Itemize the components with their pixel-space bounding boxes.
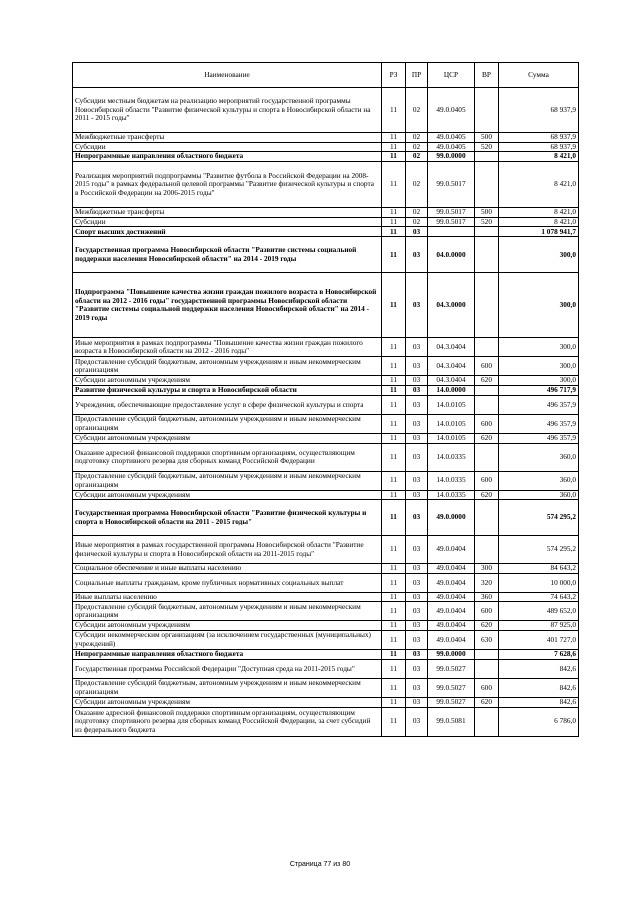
table-row xyxy=(73,208,579,218)
cell-csr: 49.0.0000 xyxy=(428,500,475,536)
cell-name: Государственная программа Новосибирской области "Развитие физической культуры и спорта в Новосибирской области на 2011 - 2015 годы" xyxy=(73,500,382,536)
cell-pr: 03 xyxy=(406,490,428,500)
table-row xyxy=(73,490,579,500)
cell-name: Государственная программа Российской Федерации "Доступная среда на 2011-2015 годы" xyxy=(73,660,382,679)
cell-pr: 03 xyxy=(406,237,428,273)
cell-csr: 49.0.0404 xyxy=(428,621,475,631)
cell-csr: 14.0.0335 xyxy=(428,490,475,500)
cell-sum: 300,0 xyxy=(499,376,579,386)
cell-rz: 11 xyxy=(382,386,406,396)
cell-pr: 03 xyxy=(406,415,428,434)
cell-name: Субсидии xyxy=(73,217,382,227)
cell-name: Государственная программа Новосибирской области "Развитие системы социальной поддержки населения Новосибирской области" на 2014 - 2019 годы xyxy=(73,237,382,273)
cell-pr: 02 xyxy=(406,208,428,218)
table-header-row xyxy=(73,63,579,88)
cell-rz: 11 xyxy=(382,88,406,133)
cell-sum: 74 643,2 xyxy=(499,592,579,602)
header-pr: ПР xyxy=(406,63,428,88)
cell-sum: 574 295,2 xyxy=(499,536,579,564)
cell-rz: 11 xyxy=(382,133,406,143)
cell-rz: 11 xyxy=(382,415,406,434)
cell-csr: 49.0.0405 xyxy=(428,142,475,152)
cell-pr: 02 xyxy=(406,142,428,152)
cell-name: Предоставление субсидий бюджетным, автономным учреждениям и иным некоммерческим организациям xyxy=(73,471,382,490)
cell-pr: 03 xyxy=(406,338,428,357)
cell-vr: 620 xyxy=(475,490,499,500)
cell-rz: 11 xyxy=(382,152,406,162)
cell-vr xyxy=(475,338,499,357)
cell-rz: 11 xyxy=(382,237,406,273)
cell-csr: 99.0.5027 xyxy=(428,679,475,698)
table-row xyxy=(73,237,579,273)
table-row xyxy=(73,573,579,592)
cell-rz: 11 xyxy=(382,217,406,227)
cell-vr xyxy=(475,227,499,237)
table-row xyxy=(73,660,579,679)
cell-sum: 1 078 941,7 xyxy=(499,227,579,237)
cell-name: Субсидии местным бюджетам на реализацию мероприятий государственной программы Новосибирской области "Развитие физической культуры и спорта в Новосибирской области на 2011 - 2015 годы" xyxy=(73,88,382,133)
cell-csr: 99.0.5017 xyxy=(428,217,475,227)
cell-pr: 03 xyxy=(406,273,428,338)
table-row xyxy=(73,602,579,621)
cell-sum: 6 786,0 xyxy=(499,707,579,736)
cell-pr: 03 xyxy=(406,386,428,396)
table-row xyxy=(73,162,579,208)
cell-rz: 11 xyxy=(382,443,406,471)
cell-pr: 03 xyxy=(406,396,428,415)
cell-vr xyxy=(475,88,499,133)
cell-csr: 04.3.0404 xyxy=(428,357,475,376)
table-row xyxy=(73,536,579,564)
table-row xyxy=(73,338,579,357)
cell-name: Социальное обеспечение и иные выплаты населению xyxy=(73,564,382,574)
cell-csr: 99.0.5017 xyxy=(428,208,475,218)
cell-pr: 03 xyxy=(406,434,428,444)
table-row xyxy=(73,415,579,434)
header-sum: Сумма xyxy=(499,63,579,88)
cell-rz: 11 xyxy=(382,273,406,338)
cell-name: Предоставление субсидий бюджетным, автономным учреждениям и иным некоммерческим организациям xyxy=(73,679,382,698)
cell-name: Субсидии некоммерческим организациям (за исключением государственных (муниципальных) учреждений) xyxy=(73,631,382,650)
cell-sum: 87 925,0 xyxy=(499,621,579,631)
cell-csr: 49.0.0404 xyxy=(428,564,475,574)
cell-name: Подпрограмма "Повышение качества жизни граждан пожилого возраста в Новосибирской области на 2012 - 2016 годы" государственной программы Новосибирской области "Развитие системы социальной поддержки населения Новосибирской области" на 2014 - 2019 годы xyxy=(73,273,382,338)
cell-vr xyxy=(475,650,499,660)
cell-vr: 620 xyxy=(475,621,499,631)
cell-rz: 11 xyxy=(382,471,406,490)
cell-sum: 489 652,0 xyxy=(499,602,579,621)
cell-csr: 49.0.0404 xyxy=(428,536,475,564)
cell-name: Субсидии автономным учреждениям xyxy=(73,434,382,444)
table-row xyxy=(73,500,579,536)
cell-vr xyxy=(475,707,499,736)
cell-name: Межбюджетные трансферты xyxy=(73,208,382,218)
cell-pr: 03 xyxy=(406,650,428,660)
table-row xyxy=(73,443,579,471)
cell-rz: 11 xyxy=(382,631,406,650)
cell-csr: 04.3.0404 xyxy=(428,338,475,357)
cell-csr: 49.0.0405 xyxy=(428,133,475,143)
cell-name: Непрограммные направления областного бюджета xyxy=(73,152,382,162)
cell-rz: 11 xyxy=(382,500,406,536)
cell-sum: 842,6 xyxy=(499,660,579,679)
cell-vr xyxy=(475,273,499,338)
cell-csr: 04.3.0000 xyxy=(428,273,475,338)
cell-pr: 03 xyxy=(406,564,428,574)
cell-vr xyxy=(475,237,499,273)
cell-rz: 11 xyxy=(382,434,406,444)
cell-vr: 360 xyxy=(475,592,499,602)
table-row xyxy=(73,396,579,415)
cell-csr: 04.0.0000 xyxy=(428,237,475,273)
table-row xyxy=(73,592,579,602)
cell-name: Спорт высших достижений xyxy=(73,227,382,237)
cell-sum: 68 937,9 xyxy=(499,142,579,152)
cell-vr xyxy=(475,386,499,396)
cell-rz: 11 xyxy=(382,602,406,621)
cell-rz: 11 xyxy=(382,650,406,660)
cell-csr: 99.0.5081 xyxy=(428,707,475,736)
cell-csr: 14.0.0105 xyxy=(428,396,475,415)
cell-name: Предоставление субсидий бюджетным, автономным учреждениям и иным некоммерческим организациям xyxy=(73,415,382,434)
cell-pr: 02 xyxy=(406,133,428,143)
table-row xyxy=(73,133,579,143)
cell-name: Иные выплаты населению xyxy=(73,592,382,602)
cell-vr: 300 xyxy=(475,564,499,574)
cell-vr: 600 xyxy=(475,415,499,434)
cell-rz: 11 xyxy=(382,142,406,152)
cell-name: Оказание адресной финансовой поддержки спортивным организациям, осуществляющим подготовку спортивного резерва для сборных команд Российской Федерации xyxy=(73,443,382,471)
cell-sum: 574 295,2 xyxy=(499,500,579,536)
cell-pr: 03 xyxy=(406,602,428,621)
cell-vr: 620 xyxy=(475,698,499,708)
cell-vr: 600 xyxy=(475,679,499,698)
cell-name: Межбюджетные трансферты xyxy=(73,133,382,143)
cell-name: Субсидии автономным учреждениям xyxy=(73,621,382,631)
cell-sum: 496 357,9 xyxy=(499,396,579,415)
cell-name: Оказание адресной финансовой поддержки спортивным организациям, осуществляющим подготовку спортивного резерва для сборных команд Российской Федерации, за счет субсидий из федерального бюджета xyxy=(73,707,382,736)
cell-sum: 401 727,0 xyxy=(499,631,579,650)
cell-name: Субсидии автономным учреждениям xyxy=(73,698,382,708)
cell-name: Предоставление субсидий бюджетным, автономным учреждениям и иным некоммерческим организациям xyxy=(73,357,382,376)
cell-csr: 99.0.5027 xyxy=(428,698,475,708)
cell-name: Предоставление субсидий бюджетным, автономным учреждениям и иным некоммерческим организациям xyxy=(73,602,382,621)
cell-csr: 99.0.0000 xyxy=(428,152,475,162)
cell-pr: 03 xyxy=(406,631,428,650)
cell-vr: 520 xyxy=(475,217,499,227)
table-row xyxy=(73,152,579,162)
table-row xyxy=(73,564,579,574)
cell-rz: 11 xyxy=(382,376,406,386)
table-row xyxy=(73,227,579,237)
header-rz: РЗ xyxy=(382,63,406,88)
cell-csr: 04.3.0404 xyxy=(428,376,475,386)
cell-vr: 320 xyxy=(475,573,499,592)
table-row xyxy=(73,142,579,152)
cell-rz: 11 xyxy=(382,621,406,631)
cell-csr: 99.0.5027 xyxy=(428,660,475,679)
cell-pr: 03 xyxy=(406,227,428,237)
cell-pr: 03 xyxy=(406,660,428,679)
cell-csr: 49.0.0404 xyxy=(428,602,475,621)
cell-name: Субсидии автономным учреждениям xyxy=(73,376,382,386)
cell-sum: 300,0 xyxy=(499,237,579,273)
cell-vr xyxy=(475,660,499,679)
cell-sum: 8 421,0 xyxy=(499,162,579,208)
cell-rz: 11 xyxy=(382,338,406,357)
cell-rz: 11 xyxy=(382,490,406,500)
cell-rz: 11 xyxy=(382,573,406,592)
cell-vr: 600 xyxy=(475,357,499,376)
cell-sum: 496 357,9 xyxy=(499,415,579,434)
cell-pr: 02 xyxy=(406,217,428,227)
cell-name: Иные мероприятия в рамках подпрограммы "Повышение качества жизни граждан пожилого возраста в Новосибирской области на 2012 - 2016 годы" xyxy=(73,338,382,357)
cell-pr: 03 xyxy=(406,376,428,386)
cell-name: Развитие физической культуры и спорта в Новосибирской области xyxy=(73,386,382,396)
cell-sum: 7 628,6 xyxy=(499,650,579,660)
cell-pr: 03 xyxy=(406,621,428,631)
cell-name: Субсидии автономным учреждениям xyxy=(73,490,382,500)
cell-pr: 02 xyxy=(406,88,428,133)
cell-sum: 10 000,0 xyxy=(499,573,579,592)
cell-sum: 300,0 xyxy=(499,357,579,376)
cell-sum: 360,0 xyxy=(499,471,579,490)
cell-rz: 11 xyxy=(382,208,406,218)
cell-pr: 03 xyxy=(406,357,428,376)
cell-vr xyxy=(475,536,499,564)
cell-csr: 99.0.0000 xyxy=(428,650,475,660)
cell-csr: 14.0.0000 xyxy=(428,386,475,396)
cell-csr: 14.0.0335 xyxy=(428,443,475,471)
cell-sum: 842,6 xyxy=(499,679,579,698)
cell-csr: 99.0.5017 xyxy=(428,162,475,208)
header-name: Наименование xyxy=(73,63,382,88)
cell-vr: 520 xyxy=(475,142,499,152)
cell-rz: 11 xyxy=(382,357,406,376)
cell-name: Учреждения, обеспечивающие предоставление услуг в сфере физической культуры и спорта xyxy=(73,396,382,415)
cell-name: Субсидии xyxy=(73,142,382,152)
cell-name: Социальные выплаты гражданам, кроме публичных нормативных социальных выплат xyxy=(73,573,382,592)
cell-vr: 600 xyxy=(475,602,499,621)
cell-sum: 68 937,9 xyxy=(499,133,579,143)
table-row xyxy=(73,621,579,631)
table-row xyxy=(73,707,579,736)
cell-sum: 360,0 xyxy=(499,443,579,471)
cell-csr: 14.0.0105 xyxy=(428,434,475,444)
cell-pr: 03 xyxy=(406,707,428,736)
cell-pr: 03 xyxy=(406,698,428,708)
cell-sum: 8 421,0 xyxy=(499,217,579,227)
cell-sum: 496 717,9 xyxy=(499,386,579,396)
table-row xyxy=(73,698,579,708)
cell-rz: 11 xyxy=(382,707,406,736)
table-row xyxy=(73,434,579,444)
table-body xyxy=(73,88,579,737)
table-row xyxy=(73,386,579,396)
cell-pr: 03 xyxy=(406,471,428,490)
cell-rz: 11 xyxy=(382,564,406,574)
cell-rz: 11 xyxy=(382,396,406,415)
cell-csr xyxy=(428,227,475,237)
table-row xyxy=(73,273,579,338)
cell-sum: 496 357,9 xyxy=(499,434,579,444)
cell-csr: 49.0.0405 xyxy=(428,88,475,133)
cell-csr: 49.0.0404 xyxy=(428,631,475,650)
cell-rz: 11 xyxy=(382,162,406,208)
cell-vr xyxy=(475,500,499,536)
cell-pr: 03 xyxy=(406,500,428,536)
cell-sum: 360,0 xyxy=(499,490,579,500)
cell-name: Иные мероприятия в рамках государственной программы Новосибирской области "Развитие физической культуры и спорта в Новосибирской области на 2011-2015 годы" xyxy=(73,536,382,564)
cell-vr: 600 xyxy=(475,471,499,490)
header-csr: ЦСР xyxy=(428,63,475,88)
cell-sum: 300,0 xyxy=(499,273,579,338)
cell-vr: 630 xyxy=(475,631,499,650)
table-row xyxy=(73,88,579,133)
cell-rz: 11 xyxy=(382,660,406,679)
table-row xyxy=(73,357,579,376)
budget-table xyxy=(72,62,579,737)
cell-rz: 11 xyxy=(382,536,406,564)
cell-vr: 500 xyxy=(475,133,499,143)
cell-sum: 8 421,0 xyxy=(499,208,579,218)
table-row xyxy=(73,471,579,490)
cell-pr: 03 xyxy=(406,536,428,564)
cell-rz: 11 xyxy=(382,592,406,602)
header-vr: ВР xyxy=(475,63,499,88)
cell-rz: 11 xyxy=(382,698,406,708)
cell-sum: 84 643,2 xyxy=(499,564,579,574)
table-row xyxy=(73,650,579,660)
cell-rz: 11 xyxy=(382,679,406,698)
cell-vr: 500 xyxy=(475,208,499,218)
table-row xyxy=(73,376,579,386)
cell-vr xyxy=(475,443,499,471)
cell-sum: 68 937,9 xyxy=(499,88,579,133)
page-number: Страница 77 из 80 xyxy=(289,861,351,868)
cell-pr: 03 xyxy=(406,592,428,602)
cell-pr: 02 xyxy=(406,152,428,162)
cell-vr xyxy=(475,396,499,415)
cell-vr: 620 xyxy=(475,434,499,444)
cell-rz: 11 xyxy=(382,227,406,237)
cell-sum: 8 421,0 xyxy=(499,152,579,162)
cell-csr: 49.0.0404 xyxy=(428,592,475,602)
cell-sum: 300,0 xyxy=(499,338,579,357)
cell-pr: 03 xyxy=(406,573,428,592)
cell-vr xyxy=(475,152,499,162)
cell-pr: 02 xyxy=(406,162,428,208)
cell-name: Реализация мероприятий подпрограммы "Развитие футбола в Российской Федерации на 2008-2015 годы" в рамках федеральной целевой программы "Развитие физической культуры и спорта в Российской Федерации на 2006-2015 годы" xyxy=(73,162,382,208)
cell-pr: 03 xyxy=(406,679,428,698)
cell-pr: 03 xyxy=(406,443,428,471)
table-row xyxy=(73,679,579,698)
table-row xyxy=(73,631,579,650)
cell-csr: 14.0.0105 xyxy=(428,415,475,434)
cell-name: Непрограммные направления областного бюджета xyxy=(73,650,382,660)
cell-sum: 842,6 xyxy=(499,698,579,708)
cell-vr xyxy=(475,162,499,208)
cell-csr: 14.0.0335 xyxy=(428,471,475,490)
cell-vr: 620 xyxy=(475,376,499,386)
table-row xyxy=(73,217,579,227)
cell-csr: 49.0.0404 xyxy=(428,573,475,592)
